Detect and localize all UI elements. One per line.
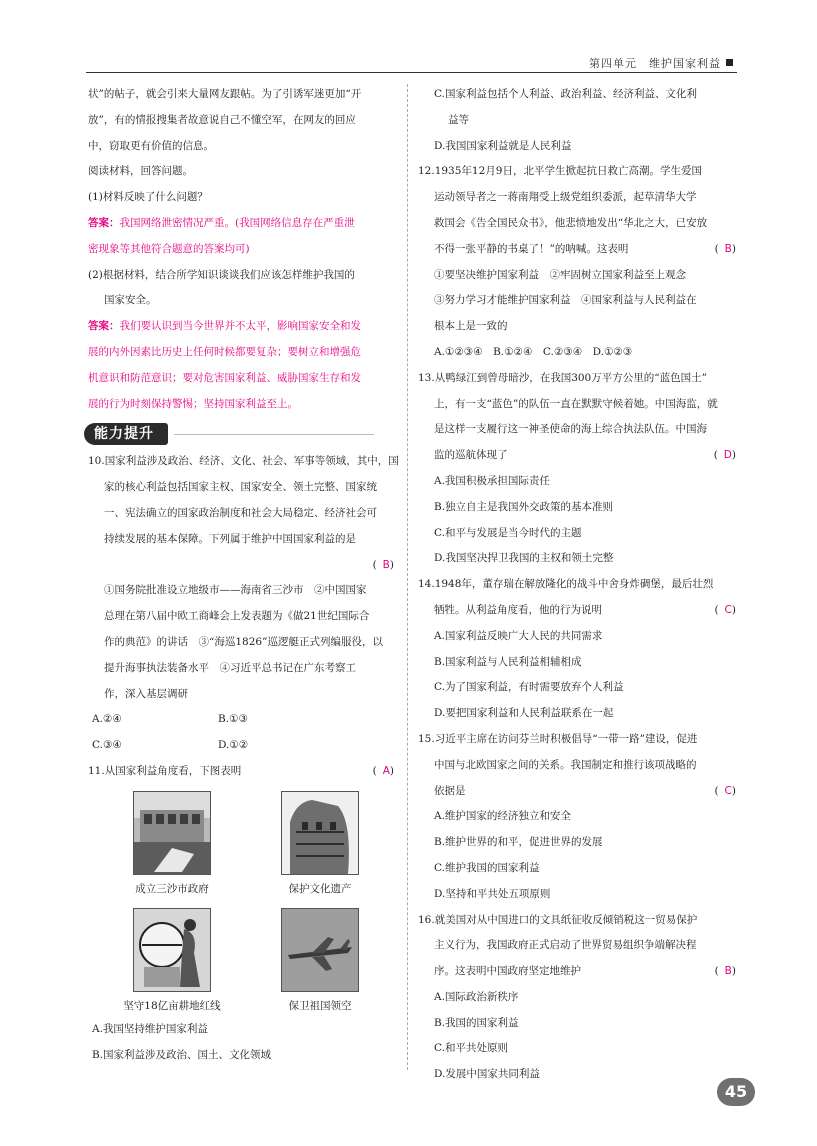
answer-text: 我国网络泄密情况严重。(我国网络信息存在严重泄 bbox=[119, 216, 355, 229]
page-number: 45 bbox=[717, 1078, 755, 1106]
q13-option-d[interactable]: D.我国坚决捍卫我国的主权和领土完整 bbox=[434, 552, 614, 565]
material-line: 中，窃取更有价值的信息。 bbox=[88, 139, 214, 152]
q10-answer-row bbox=[88, 553, 400, 579]
caption-farmland: 坚守18亿亩耕地红线 bbox=[123, 999, 221, 1012]
q12-body: ③努力学习才能维护国家利益 ④国家利益与人民利益在 bbox=[434, 294, 697, 307]
q16-option-a[interactable]: A.国际政治新秩序 bbox=[434, 990, 519, 1003]
q15-answer-paren: (C) bbox=[714, 784, 742, 797]
q10-stem: 持续发展的基本保障。下列属于维护中国国家利益的是 bbox=[104, 532, 356, 545]
q16-answer-paren: (B) bbox=[714, 965, 742, 978]
q11-answer: A bbox=[382, 764, 390, 777]
q10-option-a[interactable]: A.②④ bbox=[92, 713, 122, 726]
q11-image-row bbox=[88, 791, 400, 896]
q15-answer: C bbox=[724, 784, 732, 797]
cultural-heritage-photo bbox=[281, 791, 359, 875]
section-rule bbox=[174, 434, 374, 435]
q15-option-d[interactable]: D.坚持和平共处五项原则 bbox=[434, 887, 551, 900]
q16-answer: B bbox=[724, 965, 732, 978]
q10-option-c[interactable]: C.③④ bbox=[92, 739, 122, 752]
q16-stem: 16.就美国对从中国进口的文具纸征收反倾销税这一贸易保护 bbox=[418, 913, 698, 926]
q12-stem: 运动领导者之一蒋南翔受上级党组织委派，起草清华大学 bbox=[434, 191, 697, 204]
q10-body: ①国务院批准设立地级市——海南省三沙市 ②中国国家 bbox=[104, 584, 367, 597]
q16-option-b[interactable]: B.我国的国家利益 bbox=[434, 1016, 519, 1029]
question-2: (2)根据材料，结合所学知识谈谈我们应该怎样维护我国的 bbox=[88, 268, 355, 281]
left-column bbox=[88, 82, 400, 1068]
q15-stem-text: 依据是 bbox=[434, 784, 466, 797]
answer-1-cont: 密现象等其他符合题意的答案均可) bbox=[88, 242, 250, 255]
q10-answer: B bbox=[382, 558, 390, 571]
instruction: 阅读材料，回答问题。 bbox=[88, 165, 193, 178]
q12-stem: 救国会《告全国民众书》，他悲愤地发出“华北之大，已安放 bbox=[434, 216, 708, 229]
column-divider bbox=[407, 84, 408, 1070]
q10-body: 作，深入基层调研 bbox=[104, 687, 188, 700]
q13-stem bbox=[418, 443, 742, 469]
q11-option-c-cont: 益等 bbox=[448, 113, 469, 126]
q11-answer-paren: (A) bbox=[372, 764, 400, 777]
q13-answer-paren: (D) bbox=[713, 449, 742, 462]
q15-option-c[interactable]: C.维护我国的国家利益 bbox=[434, 861, 540, 874]
q13-option-c[interactable]: C.和平与发展是当今时代的主题 bbox=[434, 526, 582, 539]
fighter-jet-photo bbox=[281, 908, 359, 992]
answer-label: 答案： bbox=[88, 320, 120, 333]
farmland-cartoon bbox=[133, 908, 211, 992]
q14-option-b[interactable]: B.国家利益与人民利益相辅相成 bbox=[434, 655, 582, 668]
q15-stem bbox=[418, 779, 742, 805]
caption-airspace: 保卫祖国领空 bbox=[288, 999, 352, 1012]
q11-option-a[interactable]: A.我国坚持维护国家利益 bbox=[92, 1022, 208, 1035]
q14-answer-paren: (C) bbox=[714, 603, 742, 616]
answer-2-cont: 机意识和防范意识；要对危害国家利益、威胁国家生存和发 bbox=[88, 371, 361, 384]
q14-answer: C bbox=[724, 603, 732, 616]
q14-stem-text: 牺牲。从利益角度看，他的行为说明 bbox=[434, 603, 602, 616]
q15-stem: 15.习近平主席在访问芬兰时积极倡导“一带一路”建设，促进 bbox=[418, 732, 698, 745]
q11-figure bbox=[264, 791, 376, 896]
q11-stem bbox=[88, 759, 400, 785]
header-rule bbox=[86, 72, 737, 73]
q11-option-c[interactable]: C.国家利益包括个人利益、政治利益、经济利益、文化利 bbox=[434, 88, 697, 100]
q12-options[interactable]: A.①②③④ B.①②④ C.②③④ D.①②③ bbox=[434, 345, 633, 358]
q10-stem: 一、宪法确立的国家政治制度和社会大局稳定、经济社会可 bbox=[104, 506, 377, 519]
answer-text: 我们要认识到当今世界并不太平，影响国家安全和发 bbox=[119, 320, 361, 333]
q10-answer-paren: (B) bbox=[372, 558, 400, 571]
answer-1 bbox=[88, 211, 400, 237]
q11-image-row bbox=[88, 908, 400, 1013]
q12-stem: 12.1935年12月9日，北平学生掀起抗日救亡高潮。学生爱国 bbox=[418, 165, 702, 178]
unit-title: 第四单元 维护国家利益 bbox=[589, 57, 721, 70]
q10-body: 提升海事执法装备水平 ④习近平总书记在广东考察工 bbox=[104, 661, 356, 674]
answer-label: 答案： bbox=[88, 216, 120, 229]
q11-figure bbox=[116, 908, 228, 1013]
q13-answer: D bbox=[723, 449, 732, 462]
q11-option-b[interactable]: B.国家利益涉及政治、国土、文化领域 bbox=[92, 1048, 272, 1061]
q16-option-c[interactable]: C.和平共处原则 bbox=[434, 1042, 508, 1055]
material-line: 放”，有的情报搜集者故意说自己不懂空军，在网友的回应 bbox=[88, 113, 356, 126]
q16-stem bbox=[418, 959, 742, 985]
material-line: 状”的帖子，就会引来大量网友跟帖。为了引诱军迷更加“开 bbox=[88, 88, 362, 100]
q11-figure bbox=[116, 791, 228, 896]
question-2-cont: 国家安全。 bbox=[104, 294, 157, 307]
q13-stem: 上，有一支“蓝色”的队伍一直在默默守候着她。中国海监，就 bbox=[434, 397, 718, 410]
caption-sansha: 成立三沙市政府 bbox=[135, 882, 209, 895]
q12-body: ①要坚决维护国家利益 ②牢固树立国家利益至上观念 bbox=[434, 268, 686, 281]
q12-answer-paren: (B) bbox=[714, 242, 742, 255]
q11-figure bbox=[264, 908, 376, 1013]
q16-option-d[interactable]: D.发展中国家共同利益 bbox=[434, 1068, 540, 1081]
answer-2-cont: 展的内外因素比历史上任何时候都要复杂；要树立和增强危 bbox=[88, 345, 361, 358]
q10-body: 总理在第八届中欧工商峰会上发表题为《做21世纪国际合 bbox=[104, 610, 370, 623]
header-square-icon bbox=[726, 59, 733, 66]
q13-stem: 是这样一支履行这一神圣使命的海上综合执法队伍。中国海 bbox=[434, 423, 707, 436]
q12-stem bbox=[418, 237, 742, 263]
q10-stem: 家的核心利益包括国家主权、国家安全、领土完整、国家统 bbox=[104, 481, 377, 494]
q15-stem: 中国与北欧国家之间的关系。我国制定和推行该项战略的 bbox=[434, 758, 697, 771]
right-column bbox=[418, 82, 742, 1088]
section-title: 能力提升 bbox=[84, 423, 168, 445]
q13-stem: 13.从鸭绿江到曾母暗沙，在我国300万平方公里的“蓝色国土” bbox=[418, 371, 707, 384]
q11-stem-text: 11.从国家利益角度看，下图表明 bbox=[88, 764, 242, 777]
sansha-government-photo bbox=[133, 791, 211, 875]
q15-option-b[interactable]: B.维护世界的和平，促进世界的发展 bbox=[434, 836, 603, 849]
q10-options bbox=[88, 707, 400, 759]
question-1: (1)材料反映了什么问题？ bbox=[88, 191, 208, 204]
q10-stem: 10.国家利益涉及政治、经济、文化、社会、军事等领域，其中，国 bbox=[88, 455, 399, 468]
answer-2 bbox=[88, 314, 400, 340]
q14-stem: 14.1948年，董存瑞在解放隆化的战斗中舍身炸碉堡，最后壮烈 bbox=[418, 578, 714, 591]
q13-option-a[interactable]: A.我国积极承担国际责任 bbox=[434, 474, 550, 487]
q15-option-a[interactable]: A.维护国家的经济独立和安全 bbox=[434, 810, 571, 823]
q12-body: 根本上是一致的 bbox=[434, 320, 508, 333]
section-badge bbox=[84, 423, 374, 445]
q14-option-d[interactable]: D.要把国家利益和人民利益联系在一起 bbox=[434, 707, 614, 720]
q14-option-c[interactable]: C.为了国家利益，有时需要放弃个人利益 bbox=[434, 681, 624, 694]
q16-stem: 主义行为，我国政府正式启动了世界贸易组织争端解决程 bbox=[434, 939, 697, 952]
q13-option-b[interactable]: B.独立自主是我国外交政策的基本准则 bbox=[434, 500, 614, 513]
q14-stem bbox=[418, 598, 742, 624]
q11-option-d[interactable]: D.我国国家利益就是人民利益 bbox=[434, 139, 572, 152]
q10-option-b[interactable]: B.①③ bbox=[218, 713, 248, 726]
q12-stem-text: 不得一张平静的书桌了！”的呐喊。这表明 bbox=[434, 242, 629, 255]
q10-option-d[interactable]: D.①② bbox=[218, 739, 249, 752]
q13-stem-text: 监的巡航体现了 bbox=[434, 449, 508, 462]
answer-2-cont: 展的行为时刻保持警惕；坚持国家利益至上。 bbox=[88, 397, 298, 410]
q16-stem-text: 序。这表明中国政府坚定地维护 bbox=[434, 965, 581, 978]
q12-answer: B bbox=[724, 242, 732, 255]
q14-option-a[interactable]: A.国家利益反映广大人民的共同需求 bbox=[434, 629, 603, 642]
q10-body: 作的典范》的讲话 ③“海巡1826”巡逻艇正式列编服役，以 bbox=[104, 635, 383, 648]
page-header bbox=[0, 0, 817, 72]
caption-heritage: 保护文化遗产 bbox=[288, 882, 352, 895]
